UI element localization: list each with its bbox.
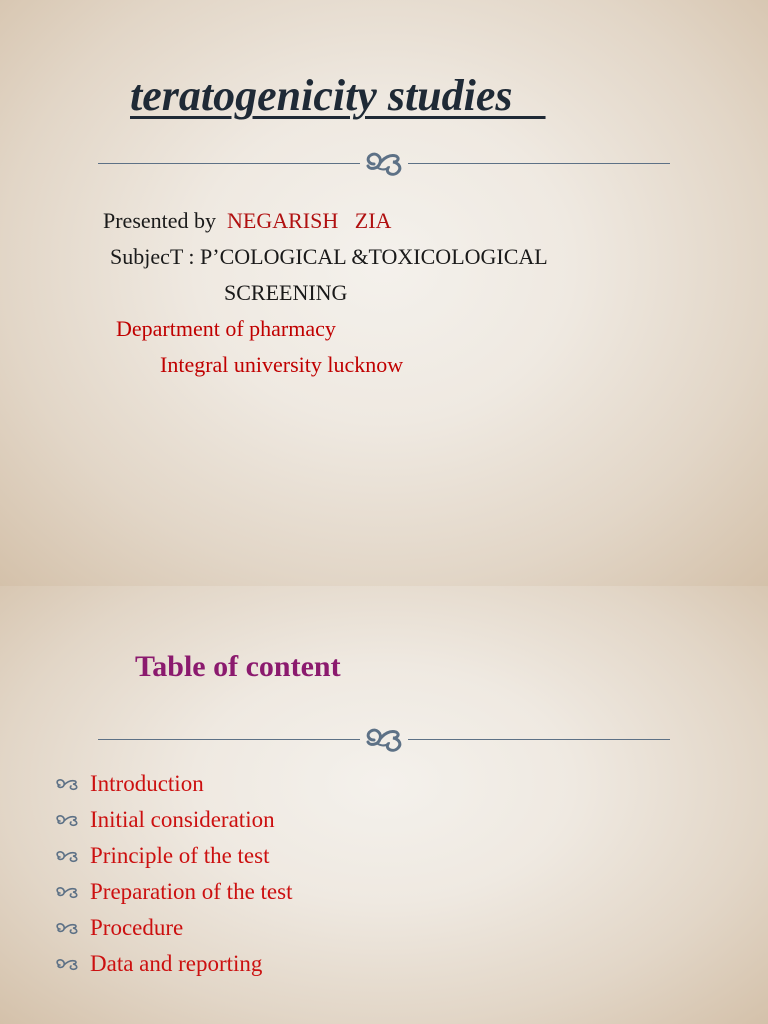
toc-divider xyxy=(98,722,670,756)
toc-item-label: Principle of the test xyxy=(90,843,270,868)
list-item xyxy=(54,838,292,874)
toc-item-label: Initial consideration xyxy=(90,807,275,832)
university-text: Integral university lucknow xyxy=(160,352,404,377)
divider-line-right xyxy=(408,739,670,740)
toc-slide xyxy=(0,586,768,1024)
slide-title: teratogenicity studies xyxy=(130,71,546,120)
toc-list xyxy=(54,766,292,982)
flourish-ornament-icon xyxy=(360,722,408,756)
list-item xyxy=(54,766,292,802)
subject-line: SubjecT : P’COLOGICAL &TOXICOLOGICAL xyxy=(110,244,548,269)
list-item xyxy=(54,910,292,946)
flourish-bullet-icon xyxy=(54,776,90,792)
divider-line-left xyxy=(98,739,360,740)
flourish-bullet-icon xyxy=(54,812,90,828)
toc-item-label: Procedure xyxy=(90,915,184,940)
flourish-bullet-icon xyxy=(54,920,90,936)
divider-line-left xyxy=(98,163,360,164)
flourish-ornament-icon xyxy=(360,146,408,180)
toc-title: Table of content xyxy=(135,650,341,683)
flourish-bullet-icon xyxy=(54,848,90,864)
title-divider xyxy=(98,146,670,180)
list-item xyxy=(54,946,292,982)
list-item xyxy=(54,802,292,838)
presenter-name: NEGARISH ZIA xyxy=(227,208,392,233)
flourish-bullet-icon xyxy=(54,956,90,972)
department-text: Department of pharmacy xyxy=(116,316,336,341)
subject-line-2: SCREENING xyxy=(224,280,348,305)
toc-item-label: Introduction xyxy=(90,771,204,796)
divider-line-right xyxy=(408,163,670,164)
presented-by-label: Presented by xyxy=(103,208,222,233)
presenter-line xyxy=(103,208,391,234)
toc-item-label: Data and reporting xyxy=(90,951,263,976)
toc-item-label: Preparation of the test xyxy=(90,879,293,904)
flourish-bullet-icon xyxy=(54,884,90,900)
list-item xyxy=(54,874,292,910)
